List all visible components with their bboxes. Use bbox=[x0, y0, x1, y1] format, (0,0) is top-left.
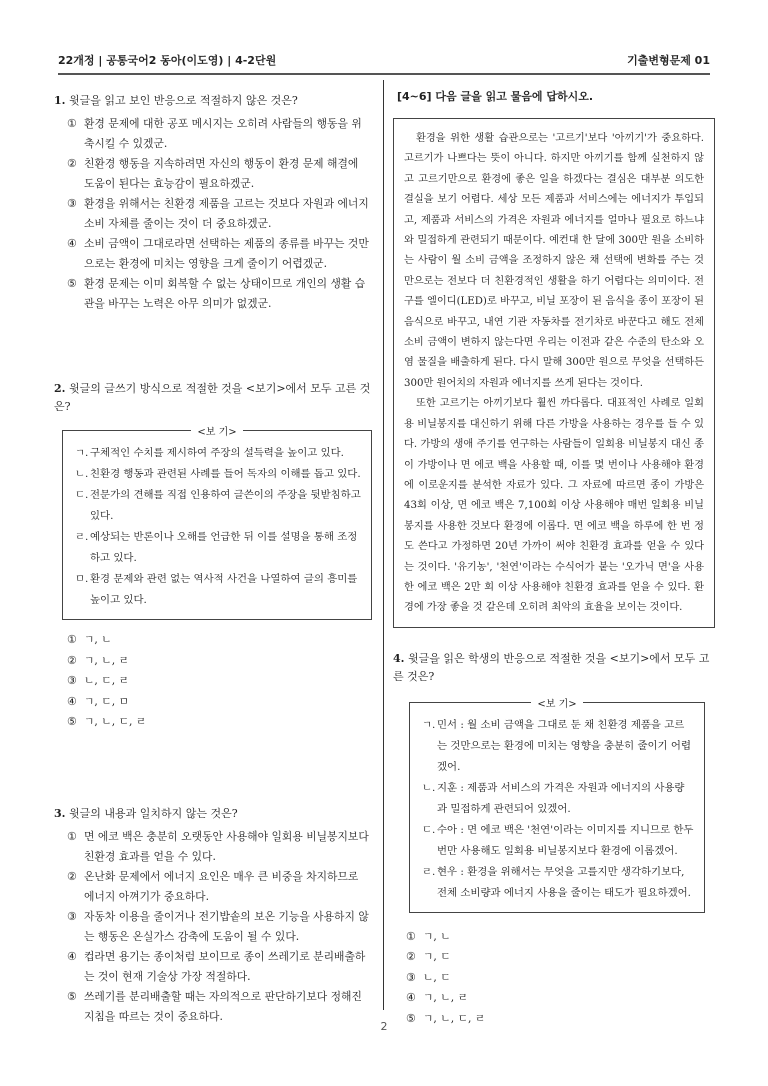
question-4-prompt bbox=[393, 650, 715, 686]
answer-option[interactable] bbox=[64, 274, 372, 314]
page-header bbox=[58, 52, 710, 72]
option-marker: ② bbox=[67, 653, 77, 667]
item-text: 지훈 : 제품과 서비스의 가격은 자원과 에너지의 사용량과 밀접하게 관련되어 있겠어. bbox=[437, 781, 685, 815]
option-text: 면 에코 백은 충분히 오랫동안 사용해야 일회용 비닐봉지보다 친환경 효과를 얻을 수 있다. bbox=[84, 829, 369, 863]
option-text: ㄴ, ㄷ, ㄹ bbox=[84, 674, 130, 687]
question-number: 1. bbox=[54, 94, 66, 107]
question-1-prompt bbox=[54, 92, 372, 110]
answer-option[interactable] bbox=[64, 194, 372, 234]
answer-options bbox=[54, 827, 372, 1027]
header-rule bbox=[58, 73, 710, 75]
answer-option[interactable] bbox=[64, 651, 372, 672]
passage-paragraph: 또한 고르기는 아끼기보다 훨씬 까다롭다. 대표적인 사례로 일회용 비닐봉지를 대신하기 위해 다른 가방을 사용하는 경우를 들 수 있다. 가방의 생애 주기를 연구하는 사람들이 일회용 비닐봉지 대신 종이 가방이나 면 에코 백을 사용할 때, 이를 몇 번이나 사용해야 환경에 이로운지를 분석한 자료가 있다. 그 자료에 따르면 종이 가방은 43회 이상, 면 에코 백은 7,100회 이상 사용해야 매번 일회용 비닐봉지를 사용한 것보다 환경에 이롭다. 면 에코 백을 하루에 한 번 정도 쓴다고 가정하면 20년 가까이 써야 친환경 효과를 얻을 수 있다는 것이다. '유기농', '천연'이라는 수식어가 붙는 '오가닉 면'을 사용한 에코 백은 2만 회 이상 사용해야 친환경 효과를 얻을 수 있다. 환경에 가장 좋을 것 같은데 오히려 최악의 효율을 보이는 것이다. bbox=[404, 398, 704, 614]
item-marker: ㄷ. bbox=[75, 489, 89, 501]
answer-option[interactable] bbox=[64, 827, 372, 867]
question-number: 4. bbox=[393, 651, 405, 665]
bogi-item bbox=[75, 485, 361, 527]
answer-option[interactable] bbox=[64, 712, 372, 733]
option-text: ㄱ, ㄴ bbox=[423, 929, 451, 943]
option-marker: ② bbox=[406, 950, 416, 964]
option-marker: ② bbox=[67, 869, 77, 883]
option-text: 온난화 문제에서 에너지 요인은 매우 큰 비중을 차지하므로 에너지 아껴기가 중요하다. bbox=[84, 869, 359, 903]
bogi-item bbox=[75, 443, 361, 464]
item-marker: ㄹ. bbox=[75, 531, 89, 543]
answer-options bbox=[393, 927, 715, 1030]
question-3 bbox=[54, 805, 372, 1027]
answer-option[interactable] bbox=[403, 968, 715, 989]
answer-option[interactable] bbox=[64, 907, 372, 947]
answer-option[interactable] bbox=[64, 630, 372, 651]
option-text: 환경 문제에 대한 공포 메시지는 오히려 사람들의 행동을 위축시킬 수 있겠군. bbox=[84, 117, 362, 150]
bogi-item bbox=[75, 464, 361, 485]
bogi-item bbox=[75, 527, 361, 569]
option-text: 컵라면 용기는 종이처럼 보이므로 종이 쓰레기로 분리배출하는 것이 현재 기술상 가장 적절하다. bbox=[84, 949, 366, 983]
option-text: ㄱ, ㄴ, ㄹ bbox=[84, 653, 130, 667]
answer-option[interactable] bbox=[64, 692, 372, 713]
item-text: 친환경 행동과 관련된 사례를 들어 독자의 이해를 돕고 있다. bbox=[90, 468, 361, 480]
option-marker: ④ bbox=[67, 949, 77, 963]
item-marker: ㄴ. bbox=[75, 468, 89, 480]
option-text: 환경 문제는 이미 회복할 수 없는 상태이므로 개인의 생활 습관을 바꾸는 노력은 아무 의미가 없겠군. bbox=[84, 277, 366, 310]
option-text: ㄱ, ㄴ, ㄷ, ㄹ bbox=[84, 715, 147, 728]
header-test-title: 기출변형문제 01 bbox=[627, 54, 710, 67]
question-text: 윗글을 읽고 보인 반응으로 적절하지 않은 것은? bbox=[68, 94, 298, 107]
question-text: 윗글의 글쓰기 방식으로 적절한 것을 <보기>에서 모두 고른 것은? bbox=[54, 382, 371, 413]
item-marker: ㄹ. bbox=[422, 865, 436, 878]
question-text: 윗글을 읽은 학생의 반응으로 적절한 것을 <보기>에서 모두 고른 것은? bbox=[393, 651, 710, 683]
option-text: 자동차 이용을 줄이거나 전기밥솥의 보온 기능을 사용하지 않는 행동은 온실가스 감축에 도움이 될 수 있다. bbox=[84, 909, 369, 943]
option-marker: ③ bbox=[67, 674, 77, 687]
page-number: 2 bbox=[380, 1020, 388, 1033]
option-marker: ④ bbox=[67, 237, 77, 250]
option-marker: ⑤ bbox=[67, 715, 77, 728]
option-text: 쓰레기를 분리배출할 때는 자의적으로 판단하기보다 정해진 지침을 따르는 것이 중요하다. bbox=[84, 989, 362, 1023]
question-number: 3. bbox=[54, 806, 66, 820]
answer-option[interactable] bbox=[64, 114, 372, 154]
answer-option[interactable] bbox=[64, 154, 372, 194]
option-marker: ③ bbox=[67, 197, 77, 210]
bogi-item bbox=[422, 778, 694, 820]
answer-options bbox=[54, 114, 372, 314]
bogi-title: <보 기> bbox=[63, 423, 371, 438]
option-marker: ① bbox=[406, 929, 416, 943]
option-marker: ③ bbox=[406, 970, 416, 984]
item-marker: ㄴ. bbox=[422, 781, 436, 794]
bogi-box bbox=[409, 698, 705, 913]
question-number: 2. bbox=[54, 382, 66, 395]
reading-passage bbox=[393, 118, 715, 628]
bogi-box bbox=[62, 427, 372, 620]
item-marker: ㅁ. bbox=[75, 573, 89, 585]
item-text: 환경 문제와 관련 없는 역사적 사건을 나열하여 글의 흥미를 높이고 있다. bbox=[90, 573, 358, 606]
item-text: 수아 : 면 에코 백은 '천연'이라는 이미지를 지니므로 한두 번만 사용해도 일회용 비닐봉지보다 환경에 이롭겠어. bbox=[437, 823, 694, 857]
question-4 bbox=[393, 650, 715, 1030]
question-text: 윗글의 내용과 일치하지 않는 것은? bbox=[68, 806, 238, 820]
answer-option[interactable] bbox=[64, 671, 372, 692]
bogi-item bbox=[422, 715, 694, 778]
item-text: 민서 : 월 소비 금액을 그대로 둔 채 친환경 제품을 고르는 것만으로는 환경에 미치는 영향을 충분히 줄이기 어렵겠어. bbox=[437, 718, 691, 773]
answer-option[interactable] bbox=[403, 988, 715, 1009]
bogi-item bbox=[422, 820, 694, 862]
item-marker: ㄱ. bbox=[75, 447, 89, 459]
answer-option[interactable] bbox=[64, 947, 372, 987]
header-course-info: 22개정 | 공통국어2 동아(이도영) | 4-2단원 bbox=[58, 54, 277, 67]
option-marker: ⑤ bbox=[67, 989, 77, 1003]
passage-paragraph: 환경을 위한 생활 습관으로는 '고르기'보다 '아끼기'가 중요하다. 고르기가 나쁘다는 뜻이 아니다. 하지만 아끼기를 함께 실천하지 않고 고르기만으로 환경에 좋은 일을 하겠다는 결심은 대부분 의도한 결실을 보기 어렵다. 세상 모든 제품과 서비스에는 에너지가 투입되고, 제품과 서비스의 가격은 자원과 에너지를 얼마나 필요로 하느냐와 밀접하게 관련되기 때문이다. 예컨대 한 달에 300만 원을 소비하는 사람이 월 소비 금액을 조정하지 않은 채 선택에 변화를 주는 것만으로는 전보다 더 친환경적인 생활을 하기 어렵다는 의미이다. 전구를 엘이디(LED)로 바꾸고, 비닐 포장이 된 음식을 종이 포장이 된 음식으로 바꾸고, 내연 기관 자동차를 전기차로 바꾼다고 해도 전체 소비 금액이 변하지 않는다면 우리는 이전과 같은 수준의 탄소와 오염 물질을 배출하게 된다. 다시 말해 300만 원으로 무엇을 선택하든 300만 원어치의 자원과 에너지를 쓰게 된다는 것이다. bbox=[404, 133, 704, 389]
option-marker: ④ bbox=[67, 694, 77, 708]
item-marker: ㄱ. bbox=[422, 718, 436, 731]
answer-option[interactable] bbox=[64, 234, 372, 274]
item-text: 구체적인 수치를 제시하여 주장의 설득력을 높이고 있다. bbox=[90, 447, 344, 459]
answer-option[interactable] bbox=[403, 947, 715, 968]
option-marker: ③ bbox=[67, 909, 77, 923]
bogi-title: <보 기> bbox=[410, 695, 704, 710]
item-text: 전문가의 견해를 직접 인용하여 글쓴이의 주장을 뒷받침하고 있다. bbox=[90, 489, 361, 522]
option-marker: ④ bbox=[406, 991, 416, 1005]
answer-options bbox=[54, 630, 372, 733]
bogi-item bbox=[75, 569, 361, 611]
option-text: ㄴ, ㄷ bbox=[423, 970, 451, 984]
bogi-item bbox=[422, 862, 694, 904]
option-text: ㄱ, ㄷ bbox=[423, 950, 451, 964]
option-text: 소비 금액이 그대로라면 선택하는 제품의 종류를 바꾸는 것만으로는 환경에 미치는 영향을 크게 줄이기 어렵겠군. bbox=[84, 237, 369, 270]
option-text: ㄱ, ㄴ, ㄹ bbox=[423, 991, 469, 1005]
left-column bbox=[54, 88, 372, 1027]
answer-option[interactable] bbox=[64, 867, 372, 907]
option-text: 환경을 위해서는 친환경 제품을 고르는 것보다 자원과 에너지 소비 자체를 줄이는 것이 더 중요하겠군. bbox=[84, 197, 369, 230]
item-text: 예상되는 반론이나 오해를 언급한 뒤 이를 설명을 통해 조정하고 있다. bbox=[90, 531, 358, 564]
item-text: 현우 : 환경을 위해서는 무엇을 고를지만 생각하기보다, 전체 소비량과 에너지 사용을 줄이는 태도가 필요하겠어. bbox=[437, 865, 691, 899]
option-marker: ⑤ bbox=[406, 1011, 416, 1025]
answer-option[interactable] bbox=[403, 927, 715, 948]
option-marker: ② bbox=[67, 157, 77, 170]
option-text: ㄱ, ㄴ, ㄷ, ㄹ bbox=[423, 1011, 486, 1025]
option-marker: ① bbox=[67, 633, 77, 646]
option-marker: ① bbox=[67, 117, 77, 130]
option-marker: ① bbox=[67, 829, 77, 843]
option-text: ㄱ, ㄷ, ㅁ bbox=[84, 694, 130, 708]
option-marker: ⑤ bbox=[67, 277, 77, 290]
question-2-prompt bbox=[54, 380, 372, 416]
set-instruction: [4~6] 다음 글을 읽고 물음에 답하시오. bbox=[397, 90, 594, 103]
item-marker: ㄷ. bbox=[422, 823, 436, 836]
right-column bbox=[393, 88, 715, 1029]
question-3-prompt bbox=[54, 805, 372, 823]
column-divider bbox=[383, 80, 384, 1010]
question-2 bbox=[54, 380, 372, 733]
option-text: 친환경 행동을 지속하려면 자신의 행동이 환경 문제 해결에 도움이 된다는 효능감이 필요하겠군. bbox=[84, 157, 359, 190]
question-1 bbox=[54, 88, 372, 314]
option-text: ㄱ, ㄴ bbox=[84, 633, 112, 646]
